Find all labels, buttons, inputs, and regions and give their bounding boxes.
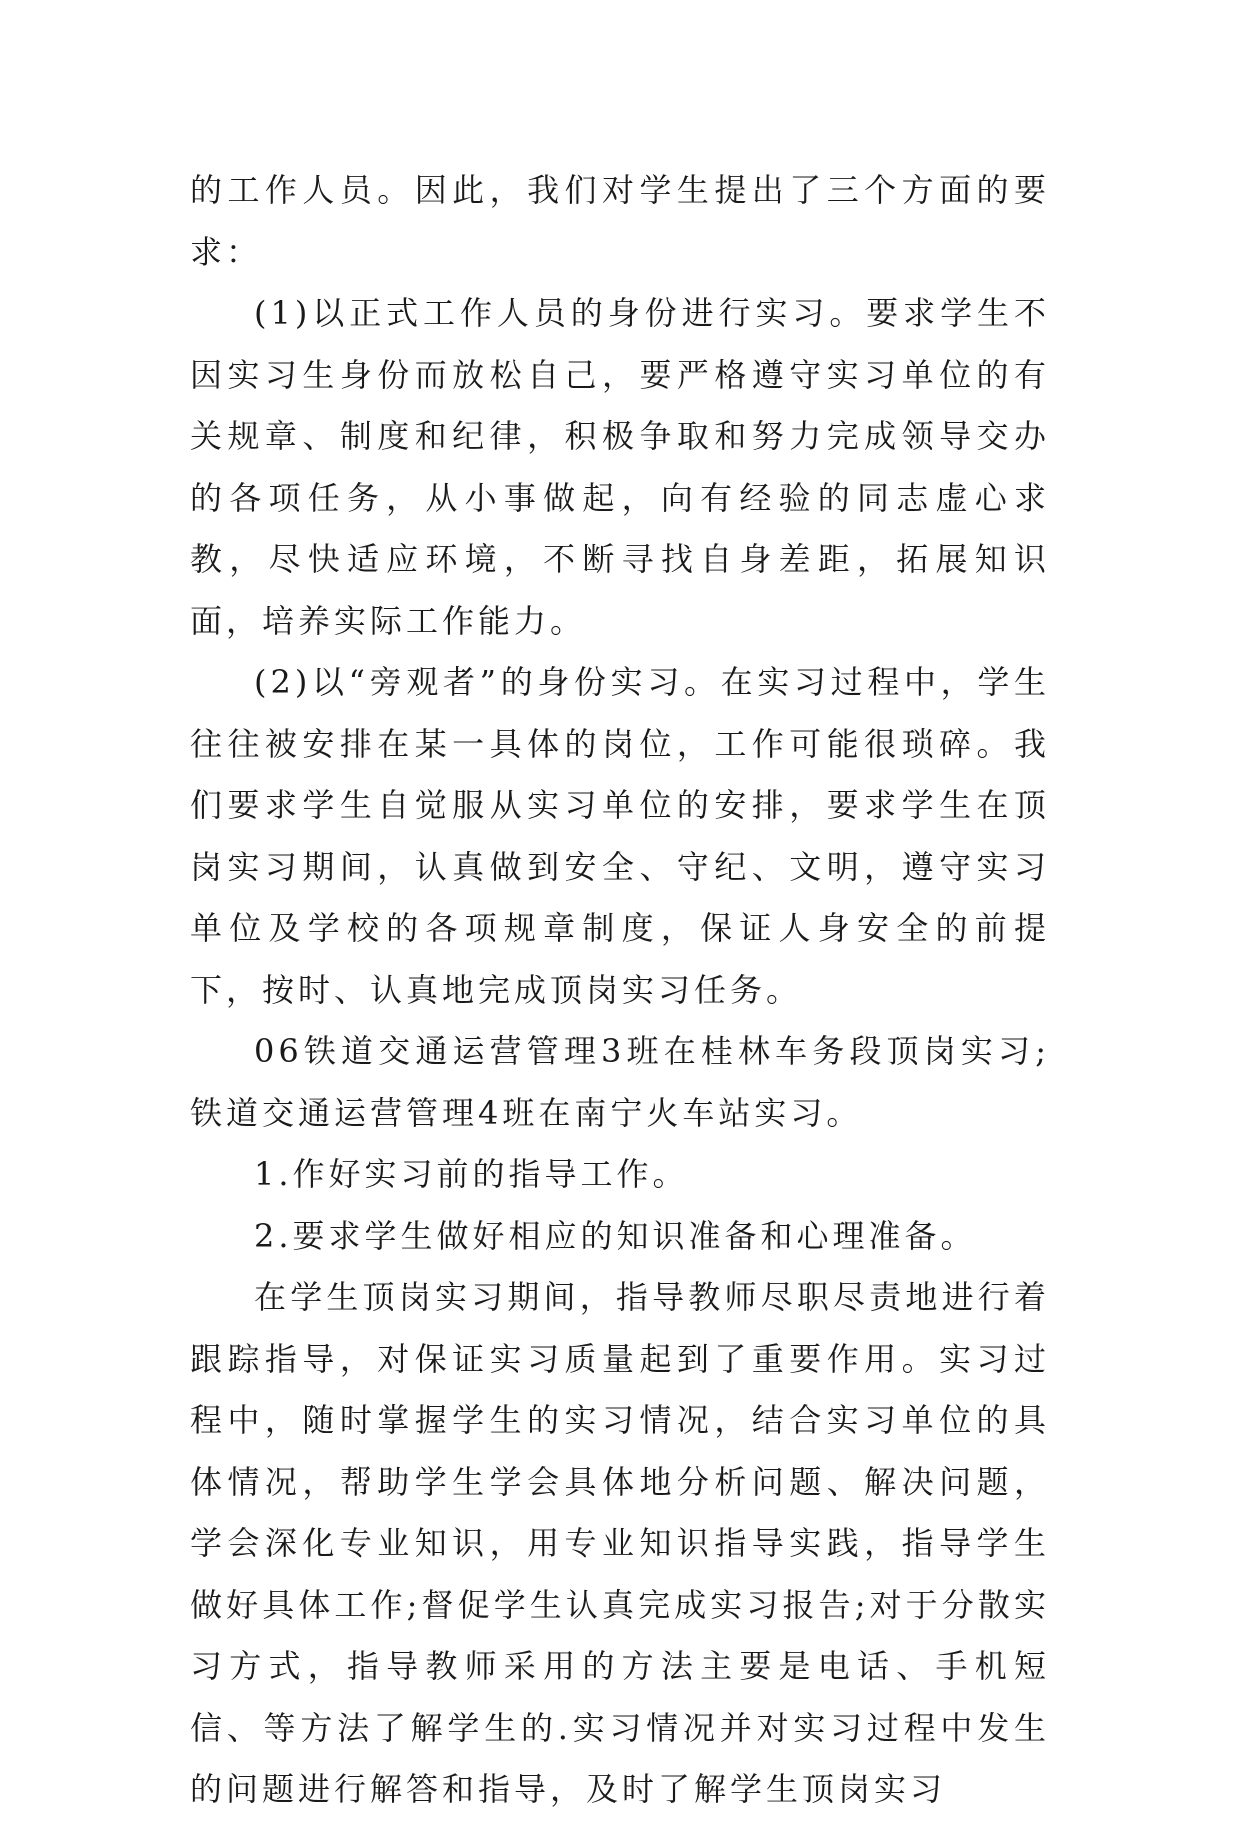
paragraph-requirement-1: (1)以正式工作人员的身份进行实习。要求学生不因实习生身份而放松自己，要严格遵守实习单位的有关规章、制度和纪律，积极争取和努力完成领导交办的各项任务，从小事做起，向有经验的同志虚心求教，尽快适应环境，不断寻找自身差距，拓展知识面，培养实际工作能力。 xyxy=(190,294,1050,640)
paragraph-teacher-guidance: 在学生顶岗实习期间，指导教师尽职尽责地进行着跟踪指导，对保证实习质量起到了重要作用。实习过程中，随时掌握学生的实习情况，结合实习单位的具体情况，帮助学生学会具体地分析问题、解决问题，学会深化专业知识，用专业知识指导实践，指导学生做好具体工作;督促学生认真完成实习报告;对于分散实习方式，指导教师采用的方法主要是电话、手机短信、等方法了解学生的.实习情况并对实习过程中发生的问题进行解答和指导，及时了解学生顶岗实习 xyxy=(190,1278,1050,1808)
paragraph-requirement-2: (2)以“旁观者”的身份实习。在实习过程中，学生往往被安排在某一具体的岗位，工作可能很琐碎。我们要求学生自觉服从实习单位的安排，要求学生在顶岗实习期间，认真做到安全、守纪、文明，遵守实习单位及学校的各项规章制度，保证人身安全的前提下，按时、认真地完成顶岗实习任务。 xyxy=(190,663,1050,1009)
paragraph-continuation: 的工作人员。因此，我们对学生提出了三个方面的要求： xyxy=(190,171,1050,271)
paragraph-item-2: 2.要求学生做好相应的知识准备和心理准备。 xyxy=(254,1216,977,1255)
paragraph-item-1: 1.作好实习前的指导工作。 xyxy=(254,1155,689,1193)
paragraph-class-placement: 06铁道交通运营管理3班在桂林车务段顶岗实习;铁道交通运营管理4班在南宁火车站实习。 xyxy=(190,1032,1050,1132)
document-body xyxy=(190,160,1050,1821)
